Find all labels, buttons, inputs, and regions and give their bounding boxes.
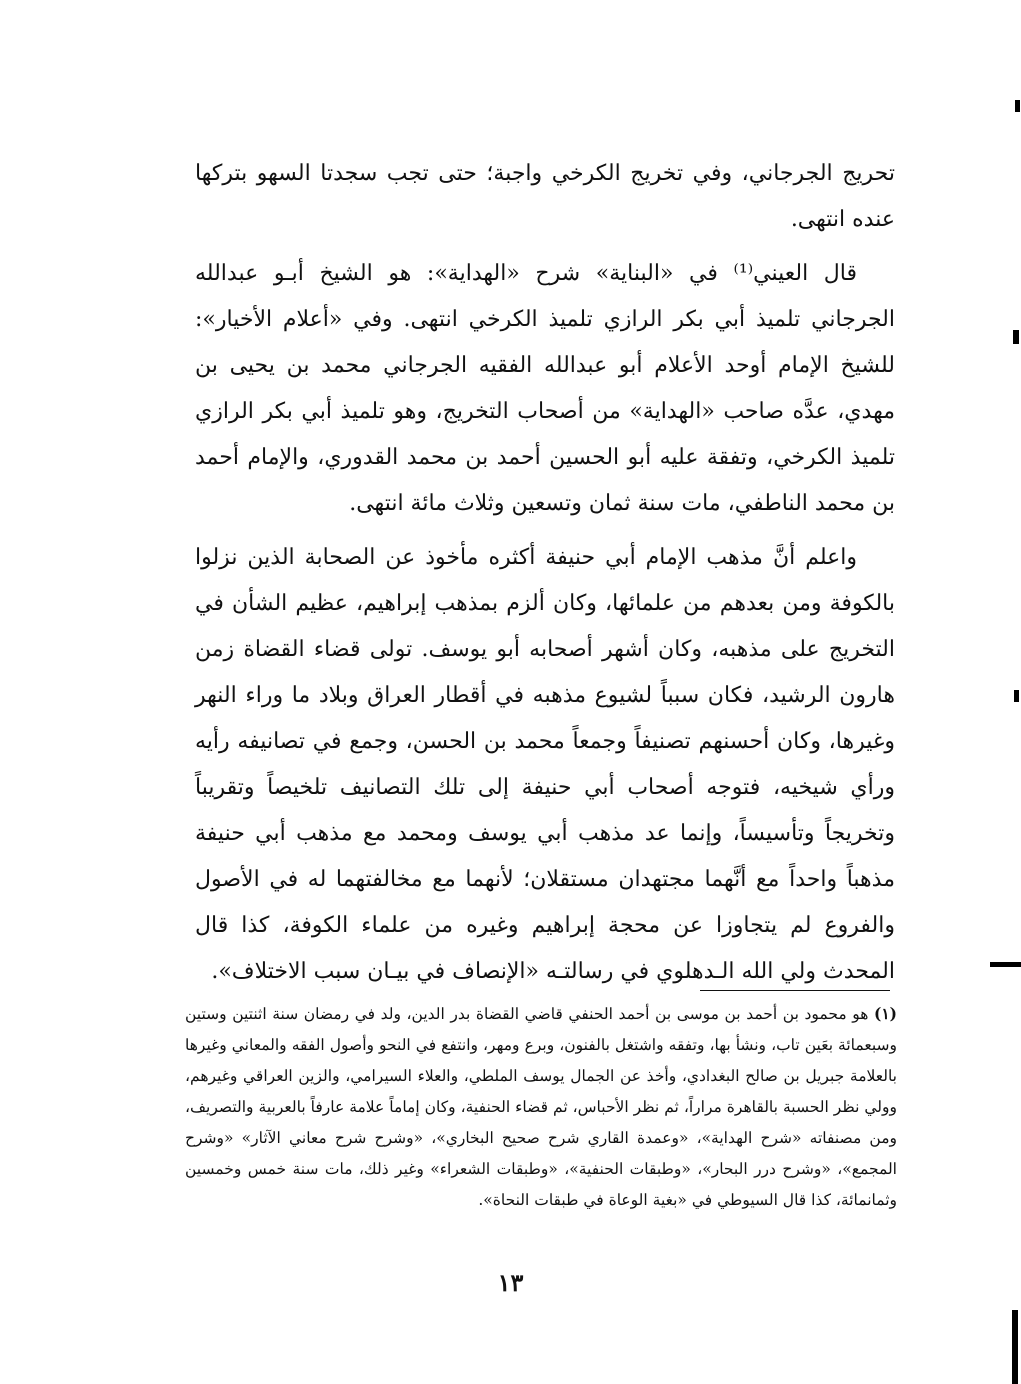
main-text bbox=[195, 151, 895, 995]
scan-artifact bbox=[1015, 100, 1020, 112]
paragraph-madhhab: واعلم أنَّ مذهب الإمام أبي حنيفة أكثره مأخوذ عن الصحابة الذين نزلوا بالكوفة ومن بعدهم من علمائها، وكان ألزم بمذهب إبراهيم، عظيم الشأن في التخريج على مذهبه، وكان أشهر أصحابه أبو يوسف. تولى قضاء القضاة زمن هارون الرشيد، فكان سبباً لشيوع مذهبه في أقطار العراق وبلاد ما وراء النهر وغيرها، وكان أحسنهم تصنيفاً وجمعاً محمد بن الحسن، وجمع في تصانيفه رأيه ورأي شيخيه، فتوجه أصحاب أبي حنيفة إلى تلك التصانيف تلخيصاً وتقريباً وتخريجاً وتأسيساً، وإنما عد مذهب أبي يوسف ومحمد مع مذهب أبي حنيفة مذهباً واحداً مع أنَّهما مجتهدان مستقلان؛ لأنهما مع مخالفتهما له في الأصول والفروع لم يتجاوزا عن محجة إبراهيم وغيره من علماء الكوفة، كذا قال المحدث ولي الله الـدهلوي في رسالتـه «الإنصاف في بيـان سبب الاختلاف». bbox=[195, 545, 895, 984]
scan-artifact bbox=[1012, 1310, 1018, 1384]
scan-artifact bbox=[990, 962, 1021, 967]
page-number: ١٣ bbox=[497, 1268, 524, 1297]
footnote-text: هو محمود بن أحمد بن موسى بن أحمد الحنفي قاضي القضاة بدر الدين، ولد في رمضان سنة اثنتين وستين وسبعمائة بعَين تاب، ونشأ بها، وتفقه واشتغل بالفنون، وبرع ومهر، وانتفع في النحو وأصول الفقه والمعاني وغيرها بالعلامة جبريل بن صالح البغدادي، وأخذ عن الجمال يوسف الملطي، والعلاء السيرامي، والزين العراقي وغيرهم، وولي نظر الحسبة بالقاهرة مراراً، ثم نظر الأحباس، ثم قضاء الحنفية، وكان إماماً علامة عارفاً بالعربية والتصريف، ومن مصنفاته «شرح الهداية»، «وعمدة القاري شرح صحيح البخاري»، «وشرح شرح معاني الآثار» «وشرح المجمع»، «وشرح درر البحار»، «وطبقات الحنفية»، «وطبقات الشعراء» وغير ذلك، مات سنة خمس وخمسين وثمانمائة، كذا قال السيوطي في «بغية الوعاة في طبقات النحاة». bbox=[185, 1005, 897, 1209]
footnote-marker: (١) bbox=[873, 1004, 897, 1023]
paragraph-aini: قال العيني⁽¹⁾ في «البناية» شرح «الهداية»: هو الشيخ أبـو عبدالله الجرجاني تلميذ أبي بكر الرازي تلميذ الكرخي انتهى. وفي «أعلام الأخيار»: للشيخ الإمام أوحد الأعلام أبو عبدالله الفقيه الجرجاني محمد بن يحيى بن مهدي، عدَّه صاحب «الهداية» من أصحاب التخريج، وهو تلميذ أبي بكر الرازي تلميذ الكرخي، وتفقة عليه أبو الحسين أحمد بن محمد القدوري، والإمام أحمد بن محمد الناطفي، مات سنة ثمان وتسعين وثلاث مائة انتهى. bbox=[195, 261, 895, 516]
paragraph-continuation: تحريج الجرجاني، وفي تخريج الكرخي واجبة؛ حتى تجب سجدتا السهو بتركها عنده انتهى. bbox=[195, 161, 895, 232]
footnote-divider bbox=[700, 990, 890, 991]
scan-artifact bbox=[1014, 690, 1019, 702]
footnote bbox=[185, 998, 897, 1216]
scan-artifact bbox=[1013, 330, 1019, 344]
